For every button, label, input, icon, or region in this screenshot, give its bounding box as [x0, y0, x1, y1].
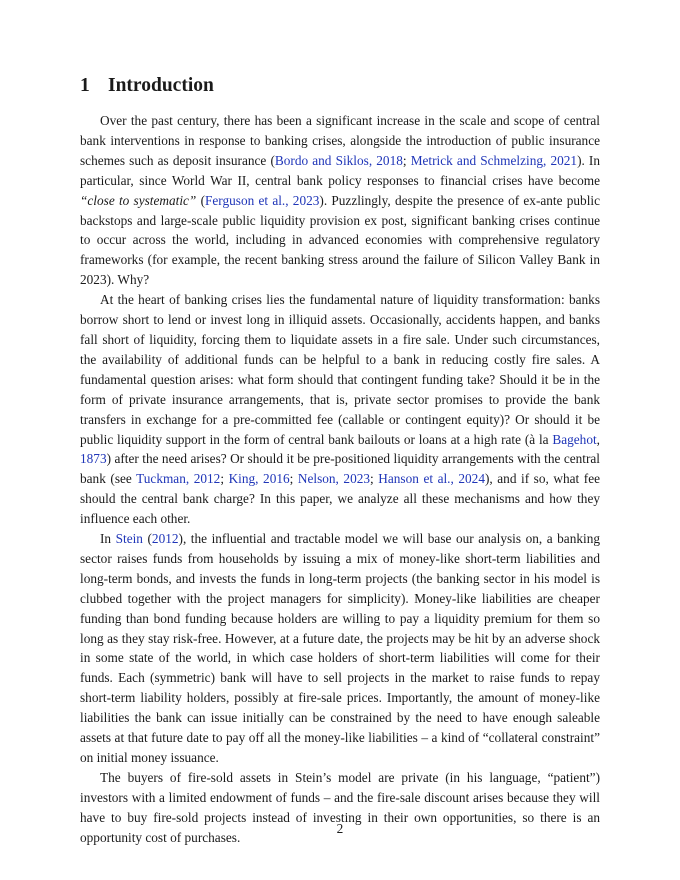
section-heading [80, 74, 214, 98]
citation-link[interactable]: 2012 [151, 531, 179, 547]
text-run: In [100, 531, 116, 547]
text-run: ( [142, 531, 152, 547]
text-run: ). Puzzlingly, despite the presence of ex-ante public backstops and large-scale public liquidity provision ex post, significant banking crises continue to occur across the world, including in advanced economies with comprehensive regulatory frameworks (for example, the recent banking stress around the failure of Silicon Valley Bank in 2023). Why? [80, 192, 600, 288]
text-run: , [596, 431, 600, 447]
paper-page [80, 0, 600, 880]
paragraph-1 [80, 111, 600, 290]
citation-link[interactable]: Hanson et al., 2024 [378, 471, 485, 487]
citation-link[interactable]: Bordo and Siklos, 2018 [274, 152, 403, 168]
text-run: ; [220, 471, 229, 487]
text-run: ( [196, 192, 205, 208]
text-run: ), the influential and tractable model we will base our analysis on, a banking sector raises funds from households by issuing a mix of money-like short-term liabilities and long-term bonds, and invests the funds in long-term projects (the banking sector in his model is clubbed together with the project managers for simplicity). Money-like liabilities are cheaper funding than bond funding because holders are willing to pay a liquidity premium for them so long as they stay risk-free. However, at a future date, the projects may be hit by an adverse shock in some state of the world, in which case holders of short-term liabilities will come for their funds. Each (symmetric) bank will have to sell projects in the market to raise funds to repay short-term liability holders, possibly at fire-sale prices. Importantly, the amount of money-like liabilities the bank can issue initially can be constrained by the need to have enough saleable assets at that future date to pay off all the money-like liabilities – a kind of “collateral constraint” on initial money issuance. [80, 531, 600, 765]
section-number: 1 [80, 75, 90, 96]
citation-link[interactable]: Stein [115, 531, 143, 547]
citation-link[interactable]: Metrick and Schmelzing, 2021 [410, 152, 578, 168]
text-run: ). In particular, since World War II, central bank policy responses to financial crises have become [80, 152, 601, 188]
citation-link[interactable]: Nelson, 2023 [297, 471, 371, 487]
citation-link[interactable]: Ferguson et al., 2023 [205, 192, 320, 208]
paragraph-2 [80, 290, 600, 529]
text-run: Over the past century, there has been a significant increase in the scale and scope of central bank interventions in response to banking crises, alongside the introduction of public insurance schemes such as deposit insurance ( [80, 113, 600, 168]
text-run: ; [289, 471, 298, 487]
citation-link[interactable]: Bagehot [552, 431, 597, 447]
page-number: 2 [336, 821, 344, 836]
body-text [80, 111, 600, 848]
citation-link[interactable]: Tuckman, 2012 [136, 471, 221, 487]
text-run: ; [370, 471, 379, 487]
section-title: Introduction [108, 75, 214, 96]
text-run: At the heart of banking crises lies the fundamental nature of liquidity transformation: banks borrow short to lend or invest long in illiquid assets. Occasionally, accidents happen, and banks fall short of liquidity, forcing them to liquidate assets in a fire sale. Under such circumstances, the availability of additional funds can be helpful to a bank in reducing costly fire sales. A fundamental question arises: what form should that contingent funding take? Should it be in the form of private insurance arrangements, that is, private sector promises to provide the bank transfers in exchange for a pre-committed fee (callable or contingent equity)? Or should it be public liquidity support in the form of central bank bailouts or loans at a high rate (à la [80, 292, 600, 447]
paragraph-3 [80, 529, 600, 768]
text-run: ), and if so, what fee should the central bank charge? In this paper, we analyze all these mechanisms and how they influence each other. [80, 471, 600, 527]
citation-link[interactable]: 1873 [80, 451, 107, 467]
text-run: ) after the need arises? Or should it be pre-positioned liquidity arrangements with the central bank (see [80, 451, 600, 487]
citation-link[interactable]: King, 2016 [228, 471, 290, 487]
text-run: ; [402, 152, 411, 168]
text-run: The buyers of fire-sold assets in Stein’s model are private (in his language, “patient”) investors with a limited endowment of funds – and the fire-sale discount arises because they will have to buy fire-sold projects instead of investing in their own opportunities, so there is an opportunity cost of purchases. [80, 769, 600, 845]
quoted-phrase: “close to systematic” [80, 192, 197, 208]
